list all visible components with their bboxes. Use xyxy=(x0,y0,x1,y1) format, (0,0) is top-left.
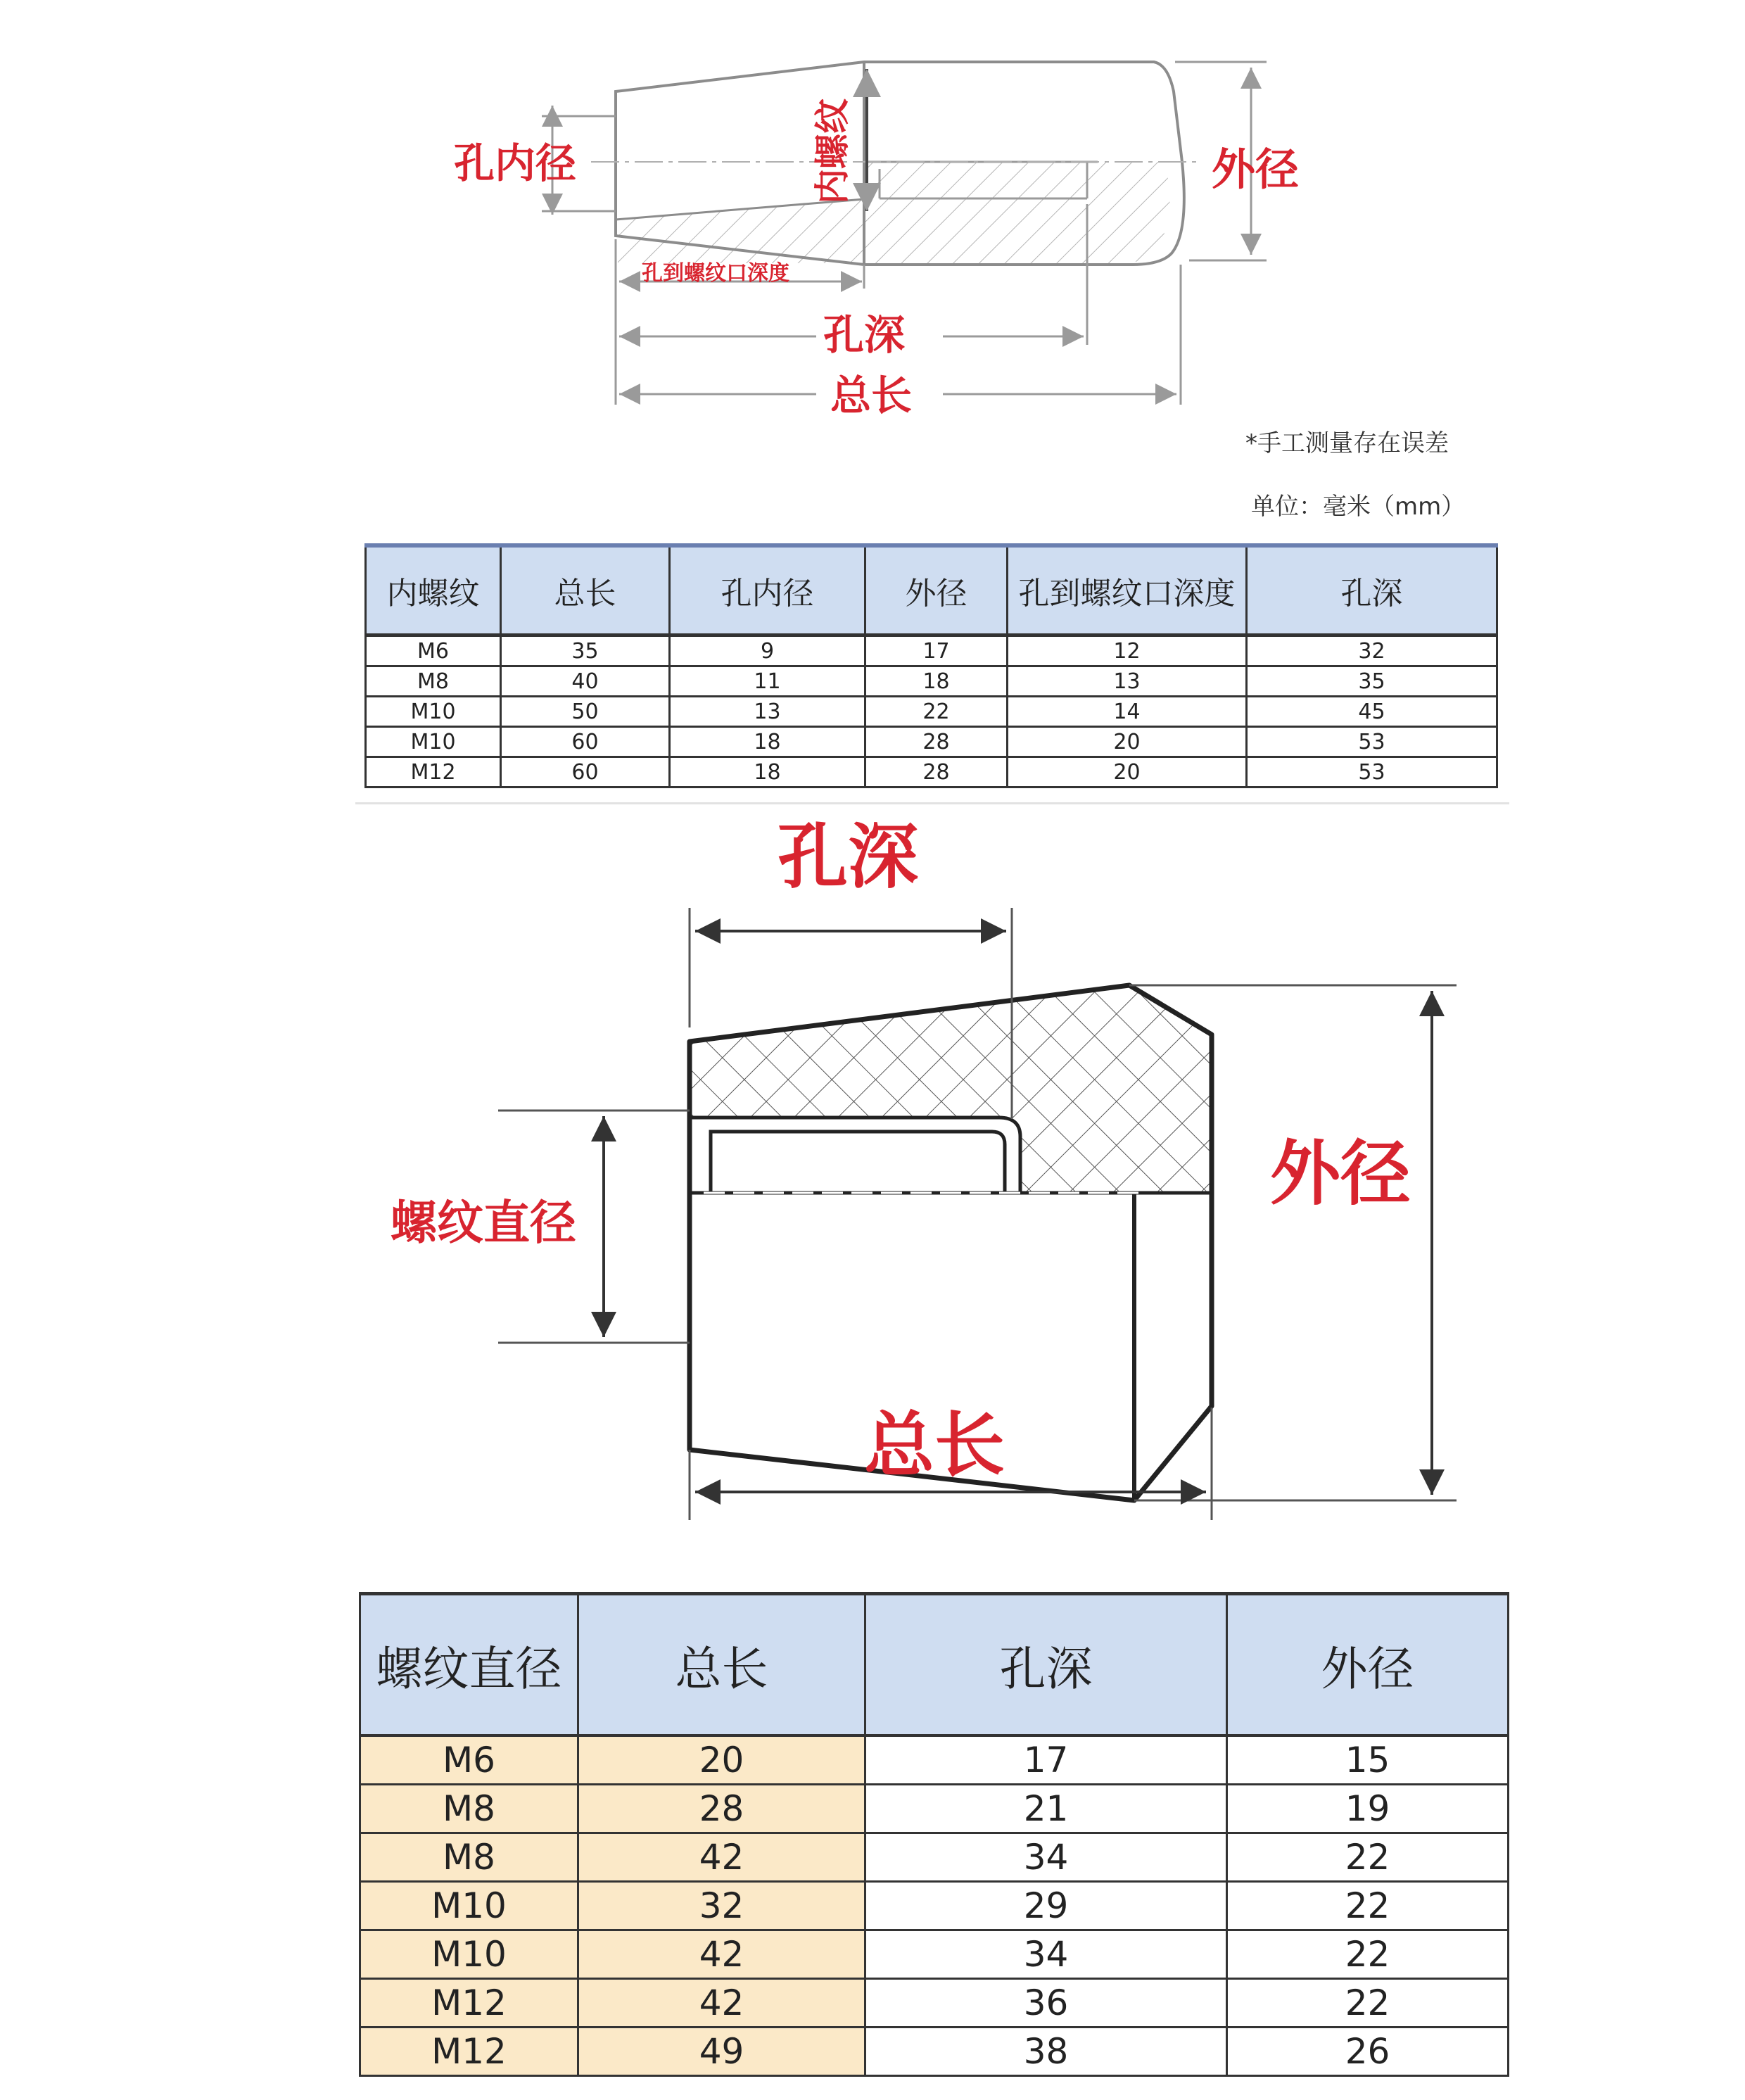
table-cell: 20 xyxy=(1008,757,1247,788)
table-cell: 35 xyxy=(501,635,670,666)
table-row xyxy=(360,1930,1509,1979)
table-cell: 40 xyxy=(501,666,670,697)
table-row xyxy=(360,1735,1509,1785)
label-hole-inner-diameter: 孔内径 xyxy=(454,139,577,187)
label-outer-diameter-2: 外径 xyxy=(1270,1132,1411,1215)
diagram-1 xyxy=(0,0,1745,450)
table-cell: 22 xyxy=(1227,1930,1509,1979)
table-cell: 19 xyxy=(1227,1785,1509,1833)
table-cell: 18 xyxy=(670,727,865,757)
table-cell: 38 xyxy=(865,2028,1227,2076)
table-cell: M12 xyxy=(360,2028,578,2076)
diagram-2 xyxy=(0,816,1745,1576)
table-1-header-row xyxy=(366,545,1497,635)
table-2-header-thread-diameter: 螺纹直径 xyxy=(360,1594,578,1736)
table-cell: 49 xyxy=(578,2028,865,2076)
table-cell: 34 xyxy=(865,1833,1227,1882)
table-cell: 9 xyxy=(670,635,865,666)
table-cell: 28 xyxy=(865,757,1008,788)
table-cell: M6 xyxy=(360,1735,578,1785)
table-cell: M12 xyxy=(360,1979,578,2028)
table-1-header-outer-diameter: 外径 xyxy=(865,545,1008,635)
table-1-header-hole-inner-diameter: 孔内径 xyxy=(670,545,865,635)
table-1-header-total-length: 总长 xyxy=(501,545,670,635)
table-cell: 18 xyxy=(865,666,1008,697)
table-2-header-row xyxy=(360,1594,1509,1736)
table-cell: 20 xyxy=(1008,727,1247,757)
table-cell: 35 xyxy=(1247,666,1497,697)
table-row xyxy=(360,1979,1509,2028)
table-1-header-hole-to-thread-depth: 孔到螺纹口深度 xyxy=(1008,545,1247,635)
table-2-header-outer-diameter: 外径 xyxy=(1227,1594,1509,1736)
table-cell: M8 xyxy=(366,666,501,697)
table-cell: 20 xyxy=(578,1735,865,1785)
measurement-error-note: *手工测量存在误差 xyxy=(1245,429,1449,457)
table-cell: 42 xyxy=(578,1833,865,1882)
table-cell: M12 xyxy=(366,757,501,788)
table-cell: 17 xyxy=(865,635,1008,666)
table-cell: M8 xyxy=(360,1785,578,1833)
table-cell: 14 xyxy=(1008,697,1247,727)
table-cell: 12 xyxy=(1008,635,1247,666)
table-cell: 21 xyxy=(865,1785,1227,1833)
table-cell: 36 xyxy=(865,1979,1227,2028)
label-inner-thread: 内螺纹 xyxy=(812,99,853,204)
table-cell: 18 xyxy=(670,757,865,788)
table-cell: 28 xyxy=(865,727,1008,757)
table-row xyxy=(366,666,1497,697)
table-cell: 60 xyxy=(501,757,670,788)
table-cell: 34 xyxy=(865,1930,1227,1979)
table-cell: 26 xyxy=(1227,2028,1509,2076)
table-cell: 50 xyxy=(501,697,670,727)
table-cell: 11 xyxy=(670,666,865,697)
label-hole-depth-2: 孔深 xyxy=(778,816,918,898)
table-row xyxy=(366,757,1497,788)
table-cell: M10 xyxy=(366,727,501,757)
label-thread-diameter: 螺纹直径 xyxy=(391,1196,576,1250)
table-cell: 17 xyxy=(865,1735,1227,1785)
table-row xyxy=(366,697,1497,727)
table-cell: M8 xyxy=(360,1833,578,1882)
spec-table-1 xyxy=(364,543,1498,788)
table-cell: 22 xyxy=(1227,1833,1509,1882)
label-total-length: 总长 xyxy=(830,372,913,419)
table-cell: 42 xyxy=(578,1979,865,2028)
table-cell: 28 xyxy=(578,1785,865,1833)
table-row xyxy=(360,2028,1509,2076)
table-cell: 29 xyxy=(865,1882,1227,1930)
table-cell: 45 xyxy=(1247,697,1497,727)
label-outer-diameter: 外径 xyxy=(1212,144,1300,195)
table-1-header-inner-thread: 内螺纹 xyxy=(366,545,501,635)
table-row xyxy=(360,1785,1509,1833)
table-cell: 53 xyxy=(1247,757,1497,788)
table-2-header-total-length: 总长 xyxy=(578,1594,865,1736)
table-cell: 60 xyxy=(501,727,670,757)
table-row xyxy=(360,1833,1509,1882)
table-cell: 22 xyxy=(1227,1979,1509,2028)
table-cell: 13 xyxy=(670,697,865,727)
label-hole-depth: 孔深 xyxy=(823,311,906,359)
table-cell: 22 xyxy=(1227,1882,1509,1930)
table-cell: M10 xyxy=(360,1930,578,1979)
table-row xyxy=(366,727,1497,757)
table-cell: 32 xyxy=(578,1882,865,1930)
label-total-length-2: 总长 xyxy=(864,1404,1005,1486)
section-divider xyxy=(355,802,1509,804)
table-cell: 32 xyxy=(1247,635,1497,666)
unit-note: 单位：毫米（mm） xyxy=(1251,493,1466,521)
table-row xyxy=(366,635,1497,666)
table-cell: 22 xyxy=(865,697,1008,727)
table-cell: 13 xyxy=(1008,666,1247,697)
table-cell: M6 xyxy=(366,635,501,666)
table-cell: 42 xyxy=(578,1930,865,1979)
table-row xyxy=(360,1882,1509,1930)
table-2-header-hole-depth: 孔深 xyxy=(865,1594,1227,1736)
table-1-header-hole-depth: 孔深 xyxy=(1247,545,1497,635)
label-hole-to-thread-depth: 孔到螺纹口深度 xyxy=(642,261,789,286)
table-cell: 53 xyxy=(1247,727,1497,757)
table-cell: M10 xyxy=(366,697,501,727)
table-cell: M10 xyxy=(360,1882,578,1930)
table-cell: 15 xyxy=(1227,1735,1509,1785)
spec-table-2 xyxy=(359,1592,1509,2077)
